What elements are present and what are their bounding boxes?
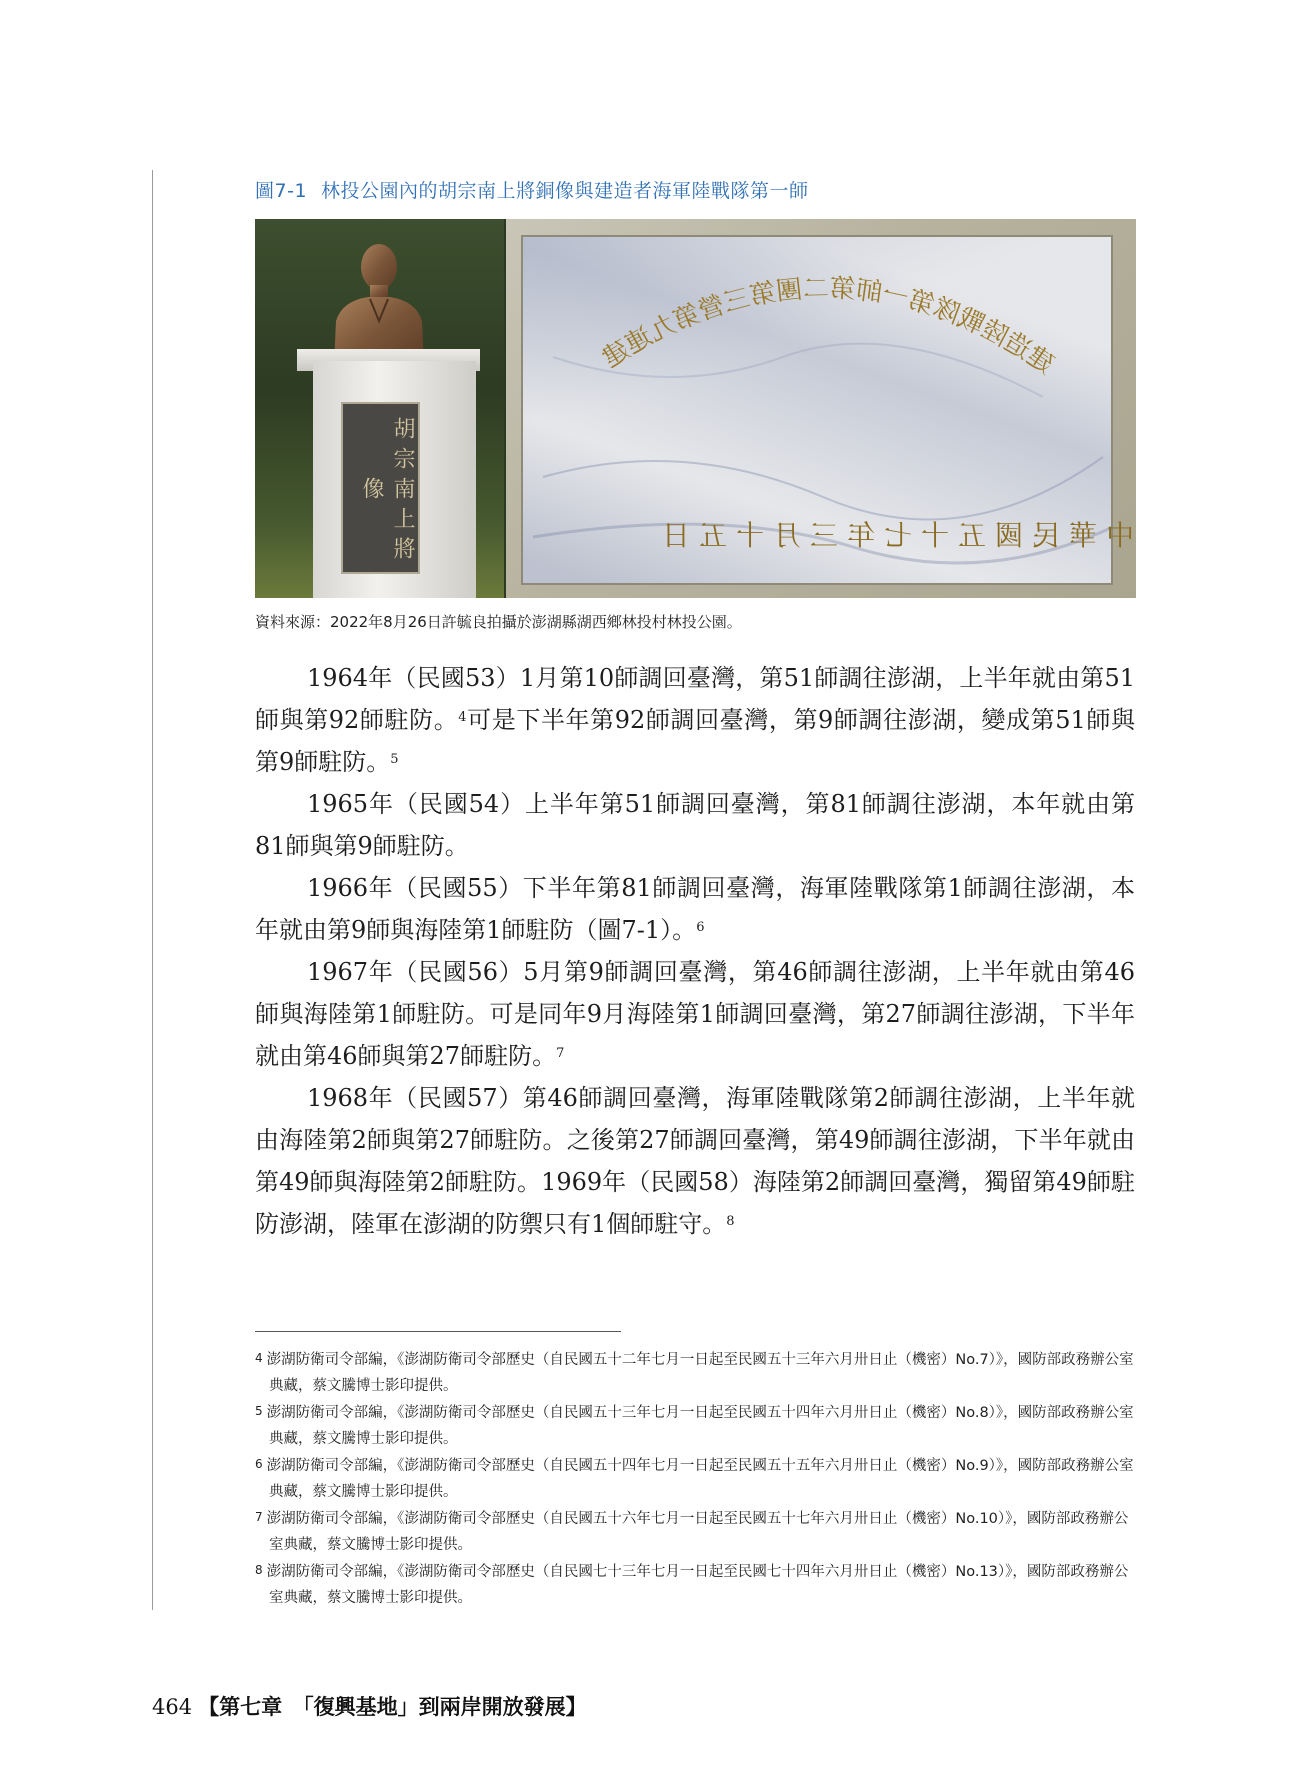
inscription-arc-label: 建造陸戰隊第一師第二團第三營第九連建 [597,273,1060,381]
footnotes [255,1347,1135,1612]
footnote-ref[interactable]: 6 [696,920,705,935]
margin-rule [152,170,153,1610]
footnote: $^6$ 澎湖防衛司令部編，《澎湖防衛司令部歷史（自民國五十四年七月一日起至民國五十五年六月卅日止（機密）No.9）》，國防部政務辦公室典藏，蔡文騰博士影印提供。 [255,1457,1134,1500]
bust-photo [255,219,504,598]
footnote-ref[interactable]: 8 [726,1214,735,1229]
page-number: 464 [152,1695,193,1719]
inscription-arc-text [598,274,1060,381]
paragraph: 1965年（民國54）上半年第51師調回臺灣，第81師調往澎湖，本年就由第81師與第9師駐防。 [255,790,1135,860]
page-footer [152,1691,587,1721]
marble-slab [521,235,1135,585]
figure-caption [255,176,809,203]
footnote: $^5$ 澎湖防衛司令部編，《澎湖防衛司令部歷史（自民國五十三年七月一日起至民國五十四年六月卅日止（機密）No.8）》，國防部政務辦公室典藏，蔡文騰博士影印提供。 [255,1404,1134,1447]
footnote-ref[interactable]: 5 [390,752,399,767]
figure-title: 林投公園內的胡宗南上將銅像與建造者海軍陸戰隊第一師 [321,180,809,202]
footnote: $^7$ 澎湖防衛司令部編，《澎湖防衛司令部歷史（自民國五十六年七月一日起至民國五十七年六月卅日止（機密）No.10）》，國防部政務辦公室典藏，蔡文騰博士影印提供。 [255,1510,1129,1553]
plaque-text: 胡宗南上將像 [359,417,415,567]
figure-source: 資料來源：2022年8月26日許毓良拍攝於澎湖縣湖西鄉林投村林投公園。 [255,613,742,631]
footnote-ref[interactable]: 4 [458,710,467,725]
name-plaque [341,402,420,574]
body-text [255,657,1135,1245]
paragraph: 1964年（民國53）1月第10師調回臺灣，第51師調往澎湖，上半年就由第51師與第92師駐防。$^4$可是下半年第92師調回臺灣，第9師調往澎湖，變成第51師與第9師駐防。$^5$ [255,664,1135,776]
figure-number: 圖7-1 [255,180,308,202]
bronze-bust-icon [328,237,430,365]
paragraph: 1968年（民國57）第46師調回臺灣，海軍陸戰隊第2師調往澎湖，上半年就由海陸第2師與第27師駐防。之後第27師調回臺灣，第49師調往澎湖，下半年就由第49師與海陸第2師駐防。1969年（民國58）海陸第2師調回臺灣，獨留第49師駐防澎湖，陸軍在澎湖的防禦只有1個師駐守。$^8$ [255,1084,1135,1238]
inscription-date: 中華民國五十七年三月十五日 [653,519,1135,552]
footnote: $^8$ 澎湖防衛司令部編，《澎湖防衛司令部歷史（自民國七十三年七月一日起至民國七十四年六月卅日止（機密）No.13）》，國防部政務辦公室典藏，蔡文騰博士影印提供。 [255,1563,1129,1606]
footnote-ref[interactable]: 7 [556,1046,565,1061]
footnote: $^4$ 澎湖防衛司令部編，《澎湖防衛司令部歷史（自民國五十二年七月一日起至民國五十三年六月卅日止（機密）No.7）》，國防部政務辦公室典藏，蔡文騰博士影印提供。 [255,1351,1134,1394]
paragraph: 1967年（民國56）5月第9師調回臺灣，第46師調往澎湖，上半年就由第46師與海陸第1師駐防。可是同年9月海陸第1師調回臺灣，第27師調往澎湖，下半年就由第46師與第27師駐防。$^7$ [255,958,1135,1070]
footnote-divider [255,1331,621,1332]
running-chapter-title: 【第七章 「復興基地」到兩岸開放發展】 [198,1694,587,1719]
marble-inscription-photo [506,219,1136,598]
figure-photo [255,219,1136,598]
paragraph: 1966年（民國55）下半年第81師調回臺灣，海軍陸戰隊第1師調往澎湖，本年就由第9師與海陸第1師駐防（圖7-1）。$^6$ [255,874,1135,944]
